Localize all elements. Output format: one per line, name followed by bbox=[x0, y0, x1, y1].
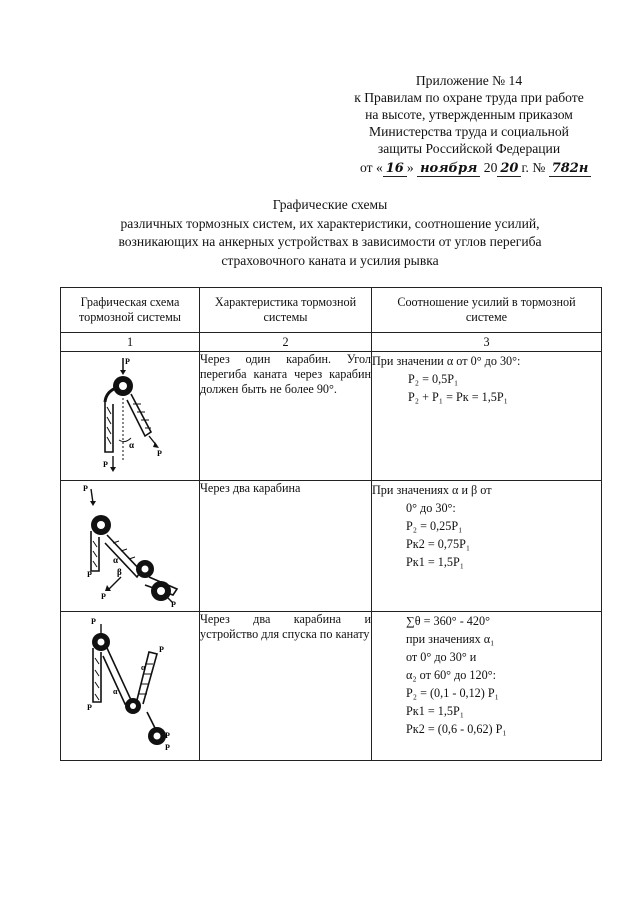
relation-line: P₂ = 0,25P₁ bbox=[406, 519, 463, 533]
alpha-label: α bbox=[113, 555, 119, 565]
scheme-description: Через один карабин. Угол перегиба каната через карабин должен быть не более 90°. bbox=[200, 352, 372, 481]
alpha-label: α bbox=[129, 440, 135, 450]
relation-line: P₂ + P₁ = Pк = 1,5P₁ bbox=[408, 390, 508, 404]
force-label: P bbox=[125, 357, 130, 366]
order-number: 782н bbox=[549, 161, 592, 177]
date-mid: » bbox=[406, 160, 414, 175]
relation-line: Pк2 = (0,6 - 0,62) P₁ bbox=[406, 722, 507, 736]
force-relations bbox=[372, 481, 602, 612]
column-number-row bbox=[61, 333, 602, 352]
title-line: страховочного каната и усилия рывка bbox=[221, 252, 439, 268]
force-relations bbox=[372, 612, 602, 761]
date-year: 20 bbox=[497, 161, 521, 177]
column-number: 3 bbox=[372, 333, 602, 352]
appendix-line: к Правилам по охране труда при работе bbox=[354, 90, 584, 105]
title-line: возникающих на анкерных устройствах в зависимости от углов перегиба bbox=[118, 234, 542, 249]
alpha-label: α bbox=[113, 687, 118, 696]
scheme-cell bbox=[61, 612, 200, 761]
one-carabiner-diagram bbox=[61, 352, 200, 480]
two-carabiners-diagram bbox=[61, 481, 200, 611]
appendix-line: Приложение № 14 bbox=[415, 73, 523, 88]
relation-line: Pк1 = 1,5P₁ bbox=[406, 704, 465, 718]
relation-line: P₂ = 0,5P₁ bbox=[408, 372, 459, 386]
appendix-line: защиты Российской Федерации bbox=[377, 141, 561, 156]
title-line: Графические схемы bbox=[272, 197, 388, 212]
scheme-cell bbox=[61, 481, 200, 612]
table-header-row bbox=[61, 288, 602, 333]
column-number: 2 bbox=[200, 333, 372, 352]
column-number: 1 bbox=[61, 333, 200, 352]
column-header: Графическая схема тормозной системы bbox=[61, 288, 200, 333]
date-day: 16 bbox=[383, 161, 407, 177]
column-header: Характеристика тормозной системы bbox=[200, 288, 372, 333]
appendix-line: на высоте, утвержденным приказом bbox=[365, 107, 573, 122]
force-label: P bbox=[83, 484, 88, 493]
scheme-description: Через два карабина bbox=[200, 481, 372, 612]
relation-line: Pк2 = 0,75P₁ bbox=[406, 537, 471, 551]
title-line: различных тормозных систем, их характеристики, соотношение усилий, bbox=[120, 215, 540, 231]
table-row bbox=[61, 612, 602, 761]
force-label: P bbox=[159, 645, 164, 654]
relation-line: Pк1 = 1,5P₁ bbox=[406, 555, 465, 569]
date-month: ноября bbox=[417, 161, 480, 177]
relation-line: P₂ = (0,1 - 0,12) P₁ bbox=[406, 686, 499, 700]
date-prefix: от « bbox=[360, 160, 383, 175]
force-label: P bbox=[157, 449, 162, 458]
relation-line: при значениях α₁ bbox=[406, 632, 495, 646]
relation-line: от 0° до 30° и bbox=[406, 650, 477, 664]
braking-systems-table bbox=[60, 287, 602, 761]
order-date-line bbox=[330, 159, 608, 177]
force-label: P bbox=[101, 592, 106, 601]
column-header: Соотношение усилий в тормозной системе bbox=[372, 288, 602, 333]
alpha-label: α bbox=[141, 663, 146, 672]
table-row bbox=[61, 481, 602, 612]
document-title bbox=[60, 196, 600, 270]
relation-line: α₂ от 60° до 120°: bbox=[406, 668, 496, 682]
force-relations bbox=[372, 352, 602, 481]
date-year-prefix: 20 bbox=[483, 160, 498, 175]
force-label: P bbox=[87, 703, 92, 712]
force-label: P bbox=[165, 743, 170, 752]
date-year-suffix: г. № bbox=[521, 160, 546, 175]
force-label: P bbox=[103, 460, 108, 469]
scheme-cell bbox=[61, 352, 200, 481]
relation-line: 0° до 30°: bbox=[406, 501, 456, 515]
force-label: P bbox=[171, 600, 176, 609]
force-label: P bbox=[91, 617, 96, 626]
relation-line: При значении α от 0° до 30°: bbox=[372, 354, 521, 368]
relation-line: ∑θ = 360° - 420° bbox=[406, 614, 490, 628]
force-label: P bbox=[165, 731, 170, 740]
two-carabiners-descender-diagram bbox=[61, 612, 200, 760]
appendix-line: Министерства труда и социальной bbox=[369, 124, 569, 139]
beta-label: β bbox=[117, 567, 122, 577]
appendix-block bbox=[330, 72, 608, 177]
scheme-description: Через два карабина и устройство для спуска по канату bbox=[200, 612, 372, 761]
force-label: P bbox=[87, 570, 92, 579]
relation-line: При значениях α и β от bbox=[372, 483, 492, 497]
table-row bbox=[61, 352, 602, 481]
